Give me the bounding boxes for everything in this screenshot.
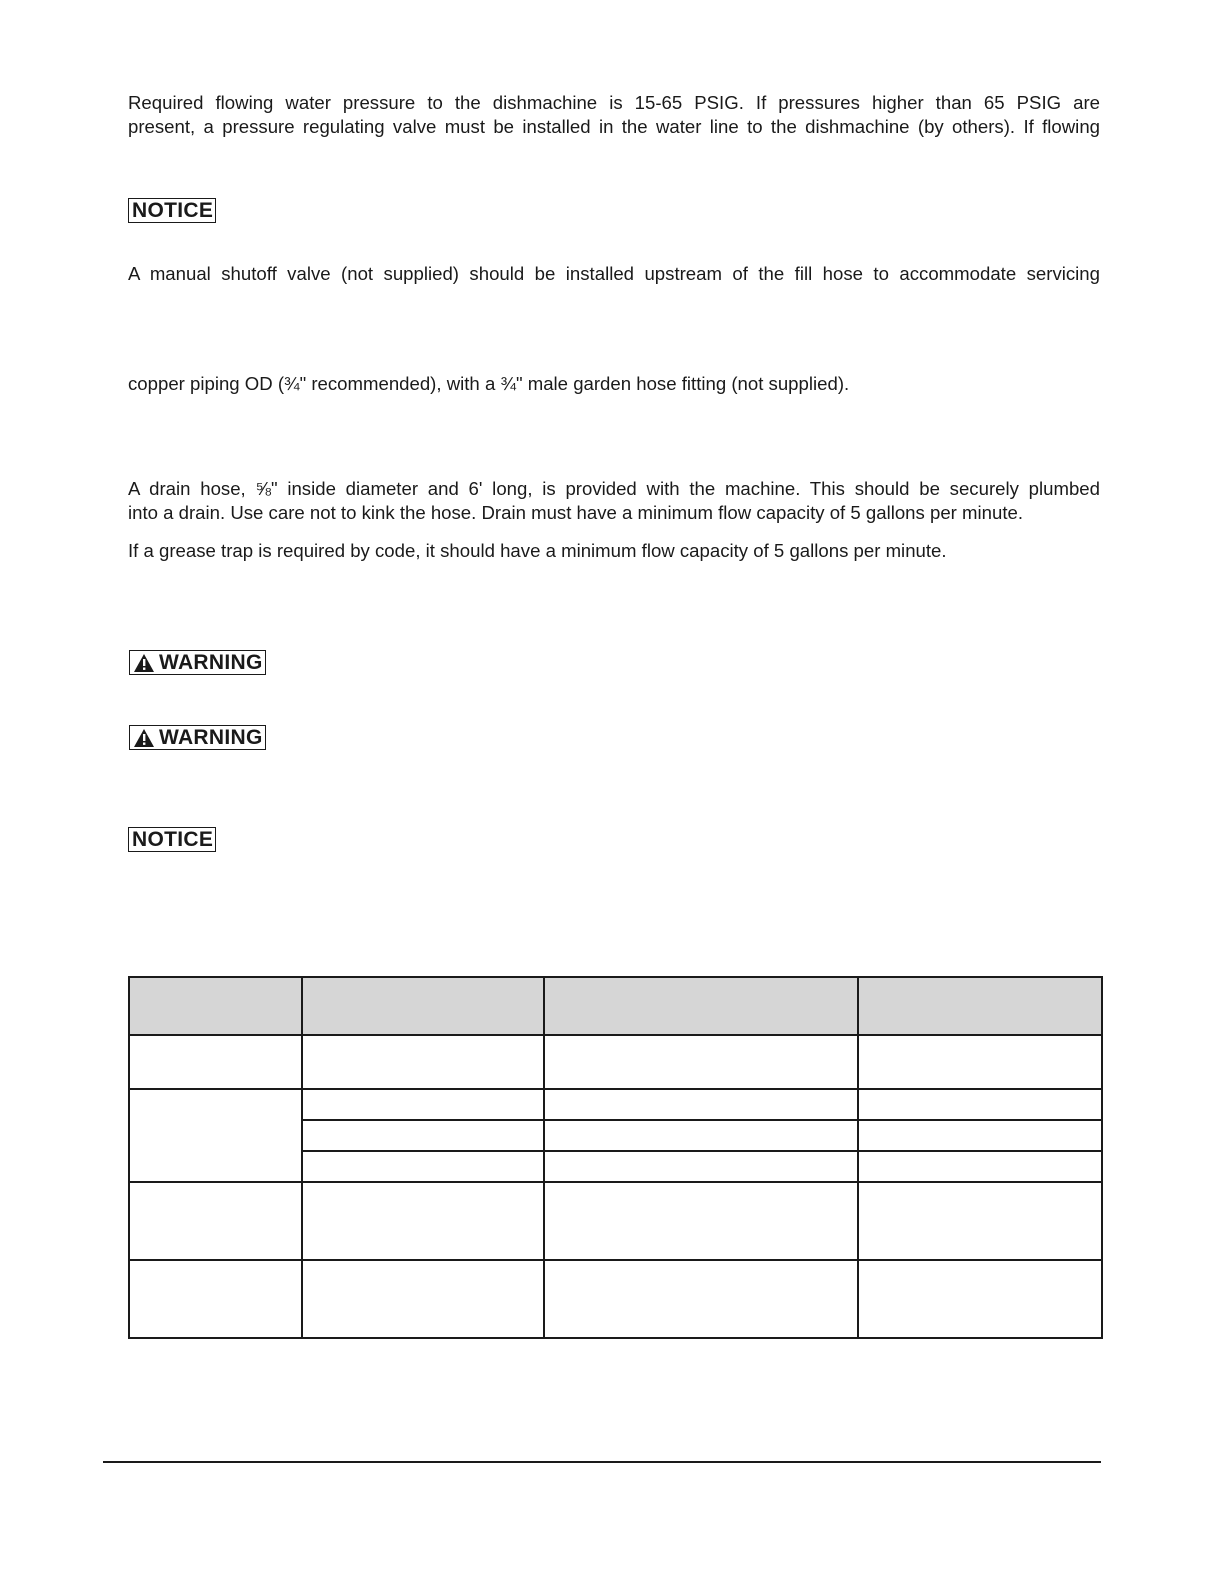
table-cell bbox=[858, 1151, 1102, 1182]
table-cell bbox=[858, 1120, 1102, 1151]
shutoff-valve-text: A manual shutoff valve (not supplied) should be installed upstream of the fill hose to accommodate servicing bbox=[128, 263, 1100, 284]
specifications-table bbox=[128, 976, 1103, 1339]
table-cell bbox=[302, 1182, 544, 1260]
table-cell bbox=[302, 1089, 544, 1120]
table-cell bbox=[129, 1182, 302, 1260]
table-cell bbox=[302, 1120, 544, 1151]
table-header-cell bbox=[129, 977, 302, 1035]
table-cell bbox=[858, 1035, 1102, 1089]
table-cell bbox=[858, 1260, 1102, 1338]
notice-badge bbox=[128, 827, 216, 852]
table-cell bbox=[544, 1089, 858, 1120]
table-cell bbox=[129, 1260, 302, 1338]
notice-label: NOTICE bbox=[132, 198, 214, 222]
copper-piping-text: copper piping OD (¾" recommended), with a ¾" male garden hose fitting (not supplied). bbox=[128, 373, 850, 394]
water-pressure-text-line2: present, a pressure regulating valve must be installed in the water line to the dishmachine (by others). If flowing bbox=[128, 116, 1100, 137]
warning-label: WARNING bbox=[159, 725, 263, 749]
table-header-cell bbox=[858, 977, 1102, 1035]
warning-label: WARNING bbox=[159, 650, 263, 674]
table-cell bbox=[544, 1035, 858, 1089]
table-header-cell bbox=[302, 977, 544, 1035]
table-row bbox=[129, 1089, 1102, 1120]
table-cell bbox=[544, 1182, 858, 1260]
warning-triangle-icon bbox=[133, 728, 155, 748]
notice-label: NOTICE bbox=[132, 827, 214, 851]
table-cell bbox=[544, 1151, 858, 1182]
table-row bbox=[129, 1035, 1102, 1089]
table-cell bbox=[544, 1120, 858, 1151]
warning-badge bbox=[129, 650, 266, 675]
drain-hose-text-line2: into a drain. Use care not to kink the hose. Drain must have a minimum flow capacity of 5 gallons per minute. bbox=[128, 502, 1023, 523]
table-cell bbox=[129, 1035, 302, 1089]
table-cell bbox=[858, 1182, 1102, 1260]
warning-triangle-icon bbox=[133, 653, 155, 673]
table-cell bbox=[302, 1151, 544, 1182]
table-header-cell bbox=[544, 977, 858, 1035]
footer-divider bbox=[103, 1461, 1101, 1463]
table-row bbox=[129, 1260, 1102, 1338]
table-cell bbox=[302, 1035, 544, 1089]
grease-trap-text: If a grease trap is required by code, it should have a minimum flow capacity of 5 gallons per minute. bbox=[128, 540, 947, 561]
table-cell bbox=[302, 1260, 544, 1338]
table-cell bbox=[129, 1089, 302, 1182]
table-row bbox=[129, 1182, 1102, 1260]
notice-badge bbox=[128, 198, 216, 223]
water-pressure-text-line1: Required flowing water pressure to the dishmachine is 15-65 PSIG. If pressures higher than 65 PSIG are bbox=[128, 92, 1100, 113]
table-cell bbox=[544, 1260, 858, 1338]
warning-badge bbox=[129, 725, 266, 750]
table-header-row bbox=[129, 977, 1102, 1035]
table-cell bbox=[858, 1089, 1102, 1120]
drain-hose-text-line1: A drain hose, ⅝" inside diameter and 6' long, is provided with the machine. This should be securely plumbed bbox=[128, 478, 1100, 499]
